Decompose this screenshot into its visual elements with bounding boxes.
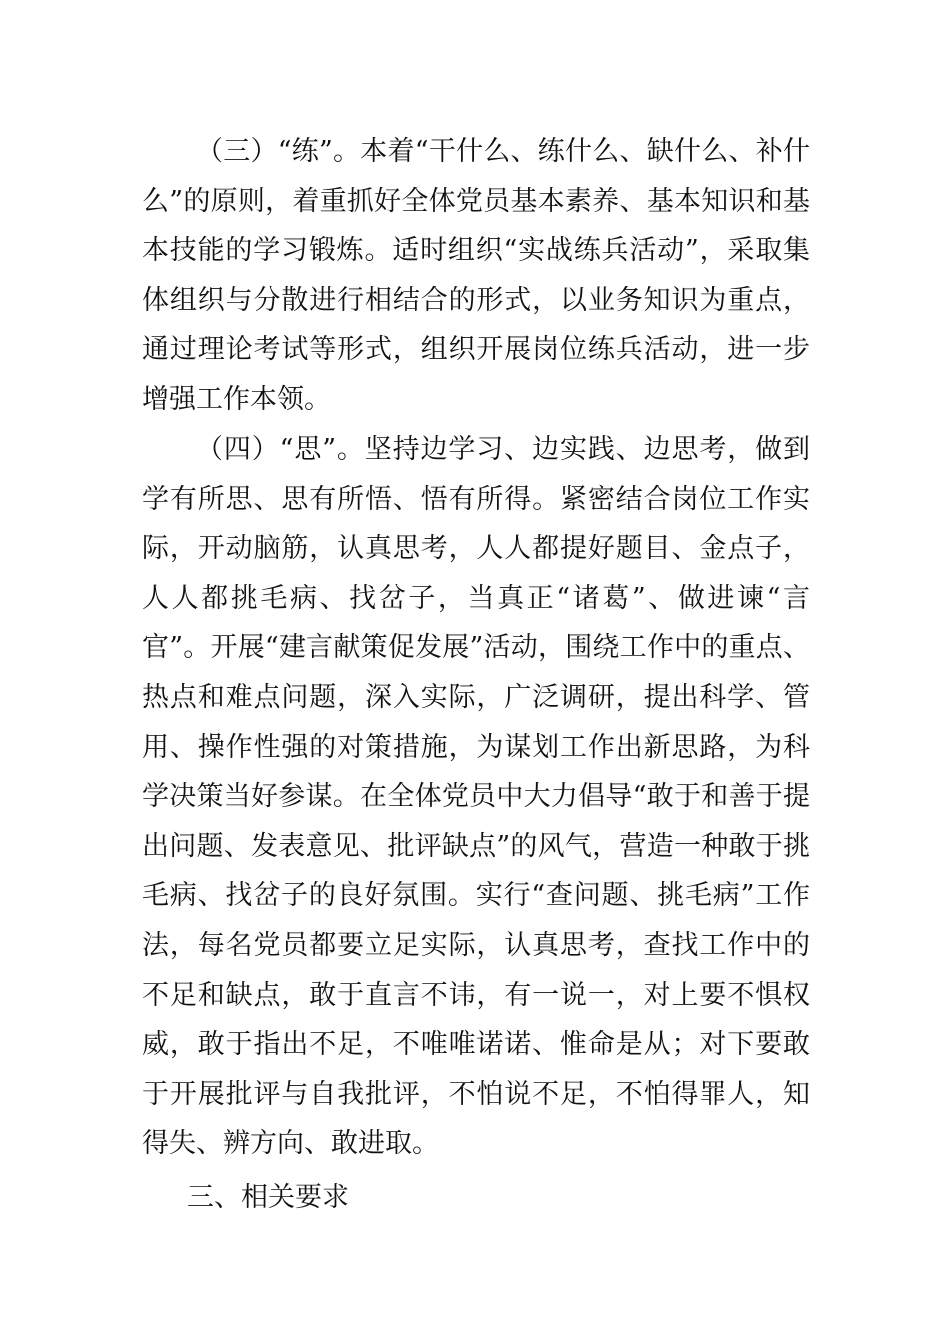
section-heading: 三、相关要求 xyxy=(187,1182,349,1213)
paragraph-practice: （三）“练”。本着“干什么、练什么、缺什么、补什么”的原则，着重抓好全体党员基本素养、基本知识和基本技能的学习锻炼。适时组织“实战练兵活动”，采取集体组织与分散进行相结合的形式，以业务知识为重点，通过理论考试等形式，组织开展岗位练兵活动，进一步增强工作本领。 xyxy=(142,136,810,415)
paragraph-think: （四）“思”。坚持边学习、边实践、边思考，做到学有所思、思有所悟、悟有所得。紧密结合岗位工作实际，开动脑筋，认真思考，人人都提好题目、金点子，人人都挑毛病、找岔子，当真正“诸葛”、做进谏“言官”。开展“建言献策促发展”活动，围绕工作中的重点、热点和难点问题，深入实际，广泛调研，提出科学、管用、操作性强的对策措施，为谋划工作出新思路，为科学决策当好参谋。在全体党员中大力倡导“敢于和善于提出问题、发表意见、批评缺点”的风气，营造一种敢于挑毛病、找岔子的良好氛围。实行“查问题、挑毛病”工作法，每名党员都要立足实际，认真思考，查找工作中的不足和缺点，敢于直言不讳，有一说一，对上要不惧权威，敢于指出不足，不唯唯诺诺、惟命是从；对下要敢于开展批评与自我批评，不怕说不足，不怕得罪人，知得失、辨方向、敢进取。 xyxy=(142,434,810,1160)
